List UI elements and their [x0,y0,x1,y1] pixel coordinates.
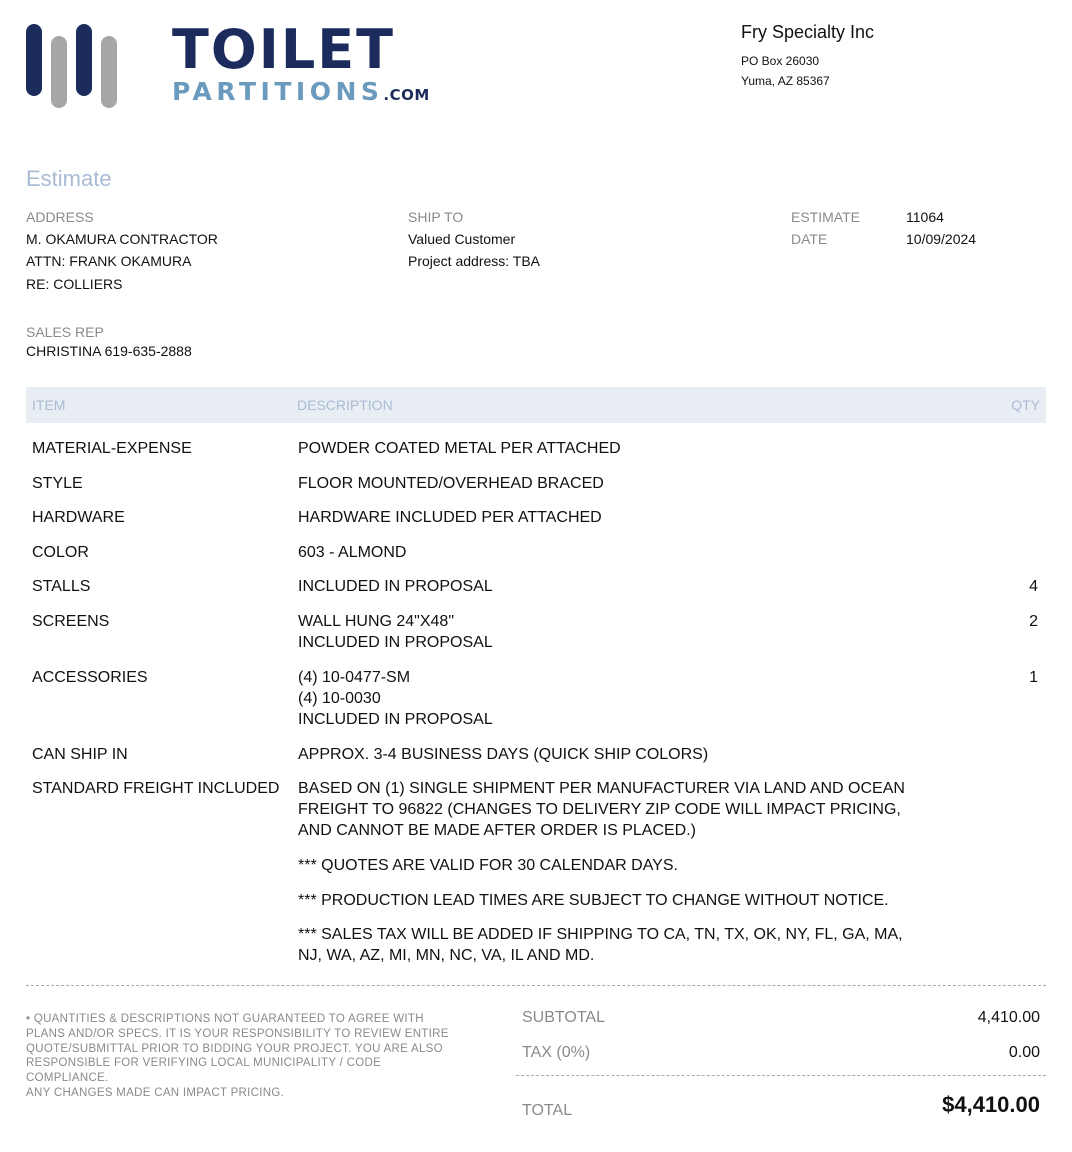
tax-label: TAX (0%) [522,1044,591,1061]
table-cell-item: CAN SHIP IN [32,746,128,763]
table-cell-description: (4) 10-0030 [298,690,381,707]
tax-value: 0.00 [1008,1044,1040,1061]
table-cell-description: 603 - ALMOND [298,544,407,561]
logo-wordmark-top: TOILET [172,18,395,81]
total-divider [516,1075,1046,1076]
table-cell-description: AND CANNOT BE MADE AFTER ORDER IS PLACED.) [298,822,696,839]
ship-to-label: SHIP TO [408,209,464,225]
ship-to-line: Valued Customer [408,231,516,247]
footer-disclaimer [26,1012,484,1101]
total-label: TOTAL [522,1102,573,1119]
document-title: Estimate [26,166,112,191]
ship-to-line: Project address: TBA [408,253,541,269]
company-address-line1: PO Box 26030 [741,54,820,68]
logo-mark [26,24,118,108]
logo-bar-4 [101,36,117,108]
disclaimer-line: RESPONSIBLE FOR VERIFYING LOCAL MUNICIPALITY / CODE [26,1057,382,1070]
disclaimer-line: COMPLIANCE. [26,1072,109,1085]
logo-wordmark-partitions: PARTITIONS [172,77,384,106]
logo-bar-1 [26,24,42,96]
table-cell-description: INCLUDED IN PROPOSAL [298,578,493,595]
table-cell-description: *** QUOTES ARE VALID FOR 30 CALENDAR DAYS. [298,857,678,874]
table-cell-description: NJ, WA, AZ, MI, MN, NC, VA, IL AND MD. [298,947,595,964]
column-header-description: DESCRIPTION [297,397,393,413]
company-address-line2: Yuma, AZ 85367 [741,74,830,88]
address-label: ADDRESS [26,209,94,225]
subtotal-value: 4,410.00 [977,1009,1040,1026]
table-cell-description: *** PRODUCTION LEAD TIMES ARE SUBJECT TO CHANGE WITHOUT NOTICE. [298,892,889,909]
sales-rep-label: SALES REP [26,324,104,340]
company-name: Fry Specialty Inc [741,22,875,42]
disclaimer-line: PLANS AND/OR SPECS. IT IS YOUR RESPONSIBILITY TO REVIEW ENTIRE [26,1027,449,1040]
table-cell-qty: 1 [1029,669,1038,686]
logo-bar-2 [51,36,67,108]
table-header [26,387,1046,423]
table-end-divider [26,985,1046,986]
table-cell-description: WALL HUNG 24"X48" [298,613,455,630]
table-cell-description: APPROX. 3-4 BUSINESS DAYS (QUICK SHIP COLORS) [298,746,709,763]
logo-wordmark-dotcom: .COM [383,86,430,104]
address-line: RE: COLLIERS [26,276,123,292]
table-cell-item: COLOR [32,544,89,561]
table-cell-description: INCLUDED IN PROPOSAL [298,634,493,651]
subtotal-label: SUBTOTAL [522,1009,605,1026]
address-line: M. OKAMURA CONTRACTOR [26,231,218,247]
table-cell-qty: 4 [1029,578,1038,595]
table-cell-description: INCLUDED IN PROPOSAL [298,711,493,728]
table-cell-description: BASED ON (1) SINGLE SHIPMENT PER MANUFACTURER VIA LAND AND OCEAN [298,780,905,797]
table-cell-qty: 2 [1029,613,1038,630]
table-cell-item: SCREENS [32,613,110,630]
estimate-number-label: ESTIMATE [791,209,860,225]
disclaimer-line: QUOTE/SUBMITTAL PRIOR TO BIDDING YOUR PROJECT. YOU ARE ALSO [26,1042,443,1055]
disclaimer-line: ANY CHANGES MADE CAN IMPACT PRICING. [26,1086,285,1099]
table-cell-description: HARDWARE INCLUDED PER ATTACHED [298,509,602,526]
table-cell-description: POWDER COATED METAL PER ATTACHED [298,440,621,457]
date-value: 10/09/2024 [906,231,977,247]
table-cell-description: (4) 10-0477-SM [298,669,411,686]
table-cell-description: *** SALES TAX WILL BE ADDED IF SHIPPING TO CA, TN, TX, OK, NY, FL, GA, MA, [298,926,903,943]
sales-rep-value: CHRISTINA 619-635-2888 [26,343,192,359]
table-cell-item: MATERIAL-EXPENSE [32,440,192,457]
table-cell-item: STYLE [32,475,83,492]
total-value: $4,410.00 [942,1092,1040,1117]
date-label: DATE [791,231,828,247]
table-cell-description: FREIGHT TO 96822 (CHANGES TO DELIVERY ZIP CODE WILL IMPACT PRICING, [298,801,901,818]
logo-bar-3 [76,24,92,96]
estimate-number: 11064 [906,209,944,225]
table-cell-item: ACCESSORIES [32,669,148,686]
table-cell-description: FLOOR MOUNTED/OVERHEAD BRACED [298,475,604,492]
table-cell-item: HARDWARE [32,509,125,526]
address-line: ATTN: FRANK OKAMURA [26,253,192,269]
table-cell-item: STALLS [32,578,91,595]
table-cell-item: STANDARD FREIGHT INCLUDED [32,780,280,797]
logo-wordmark-bottom [172,78,430,109]
column-header-qty: QTY [1011,397,1040,413]
disclaimer-line: • QUANTITIES & DESCRIPTIONS NOT GUARANTEED TO AGREE WITH [26,1013,424,1025]
column-header-item: ITEM [32,397,66,413]
